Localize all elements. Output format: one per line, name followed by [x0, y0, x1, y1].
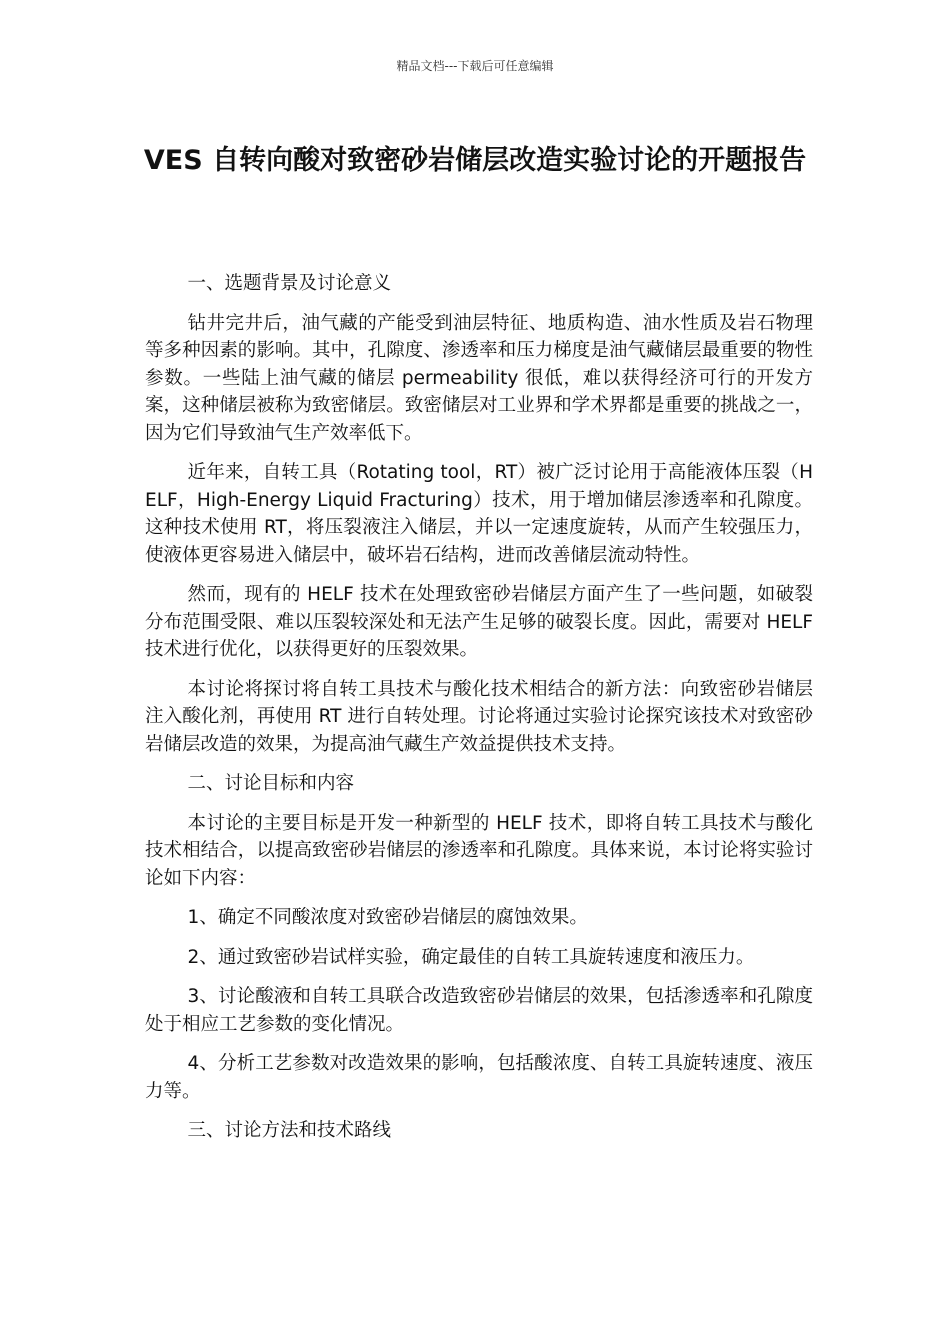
paragraph-background-1: 钻井完井后，油气藏的产能受到油层特征、地质构造、油水性质及岩石物理等多种因素的影响。其中，孔隙度、渗透率和压力梯度是油气藏储层最重要的物性参数。一些陆上油气藏的储层 permeability 很低，难以获得经济可行的开发方案，这种储层被称为致密储层。致密储层对工业界和学术界都是重要的挑战之一，因为它们导致油气生产效率低下。 — [145, 312, 813, 444]
paragraph-background-2: 近年来，自转工具（Rotating tool，RT）被广泛讨论用于高能液体压裂（HELF，High-Energy Liquid Fracturing）技术，用于增加储层渗透率和孔隙度。这种技术使用 RT，将压裂液注入储层，并以一定速度旋转，从而产生较强压力，使液体更容易进入储层中，破坏岩石结构，进而改善储层流动特性。 — [145, 462, 813, 566]
objective-item-1: 1、确定不同酸浓度对致密砂岩储层的腐蚀效果。 — [187, 907, 588, 928]
document-body — [145, 270, 813, 1157]
objective-item-2: 2、通过致密砂岩试样实验，确定最佳的自转工具旋转速度和液压力。 — [187, 946, 755, 968]
section-heading-objectives: 二、讨论目标和内容 — [187, 773, 355, 794]
section-heading-background: 一、选题背景及讨论意义 — [187, 273, 392, 294]
paragraph-background-4: 本讨论将探讨将自转工具技术与酸化技术相结合的新方法：向致密砂岩储层注入酸化剂，再使用 RT 进行自转处理。讨论将通过实验讨论探究该技术对致密砂岩储层改造的效果，为提高油气藏生产效益提供技术支持。 — [145, 678, 813, 755]
paragraph-objectives-intro: 本讨论的主要目标是开发一种新型的 HELF 技术，即将自转工具技术与酸化技术相结合，以提高致密砂岩储层的渗透率和孔隙度。具体来说，本讨论将实验讨论如下内容： — [145, 812, 813, 889]
section-heading-methods: 三、讨论方法和技术路线 — [187, 1120, 392, 1141]
objective-item-4: 4、分析工艺参数对改造效果的影响，包括酸浓度、自转工具旋转速度、液压力等。 — [145, 1053, 813, 1102]
document-title: VES 自转向酸对致密砂岩储层改造实验讨论的开题报告 — [143, 145, 807, 176]
page-header: 精品文档---下载后可任意编辑 — [396, 59, 554, 73]
paragraph-background-3: 然而，现有的 HELF 技术在处理致密砂岩储层方面产生了一些问题，如破裂分布范围受限、难以压裂较深处和无法产生足够的破裂长度。因此，需要对 HELF 技术进行优化，以获得更好的压裂效果。 — [145, 584, 813, 660]
objective-item-3: 3、讨论酸液和自转工具联合改造致密砂岩储层的效果，包括渗透率和孔隙度处于相应工艺参数的变化情况。 — [145, 986, 813, 1035]
